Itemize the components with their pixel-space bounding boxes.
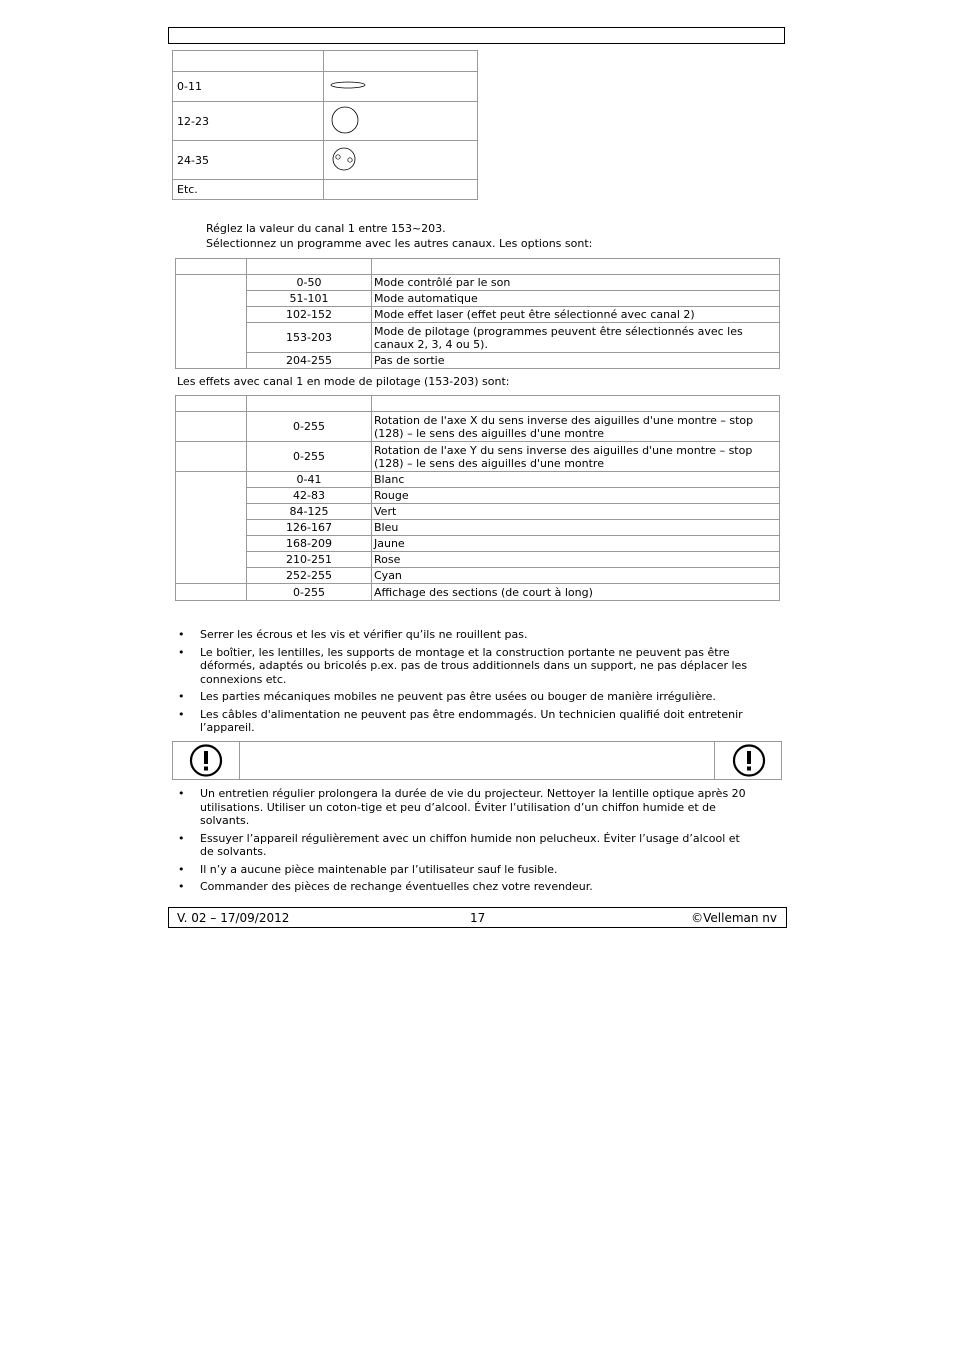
table-row [173, 51, 478, 72]
table-row [173, 141, 478, 180]
intro-line-2: Sélectionnez un programme avec les autres canaux. Les options sont: [206, 237, 593, 250]
table-row: 252-255 Cyan [176, 568, 780, 584]
list-item: • Essuyer l’appareil régulièrement avec un chiffon humide non pelucheux. Éviter l’usage d’alcool et de solvants. [176, 832, 751, 859]
pattern-value: 0-11 [173, 72, 324, 102]
table-row: 126-167 Bleu [176, 520, 780, 536]
table-row: 0-50 Mode contrôlé par le son [176, 275, 780, 291]
list-item: • Les parties mécaniques mobiles ne peuvent pas être usées ou bouger de manière irrégulière. [176, 690, 751, 704]
table-row: 0-41 Blanc [176, 472, 780, 488]
pattern-value: 24-35 [173, 141, 324, 180]
table-row: 168-209 Jaune [176, 536, 780, 552]
table-row: 0-255 Rotation de l'axe Y du sens inverse des aiguilles d'une montre – stop (128) – le sens des aiguilles d'une montre [176, 442, 780, 472]
pattern-value: Etc. [173, 180, 324, 200]
warning-exclamation-icon [173, 742, 239, 779]
page-number: 17 [470, 911, 486, 925]
warning-exclamation-icon [715, 742, 781, 779]
table-row [173, 102, 478, 141]
warning-box [172, 741, 782, 780]
table-row: 84-125 Vert [176, 504, 780, 520]
list-item: • Serrer les écrous et les vis et vérifier qu’ils ne rouillent pas. [176, 628, 751, 642]
table-row [173, 180, 478, 200]
effects-table [175, 395, 780, 601]
intro-line-1: Réglez la valeur du canal 1 entre 153~203. [206, 222, 446, 235]
circle-icon [328, 104, 362, 136]
flat-ellipse-icon [328, 78, 368, 92]
cleaning-list [176, 787, 751, 898]
mode-table [175, 258, 780, 369]
list-item: • Un entretien régulier prolongera la durée de vie du projecteur. Nettoyer la lentille optique après 20 utilisations. Utiliser un coton-tige et peu d’alcool. Éviter l’utilisation d’un chiffon humide et de solvants. [176, 787, 751, 828]
footer-brand: ©Velleman nv [691, 911, 777, 925]
table-row: 210-251 Rose [176, 552, 780, 568]
effects-intro: Les effets avec canal 1 en mode de pilotage (153-203) sont: [177, 375, 510, 388]
table-row: 42-83 Rouge [176, 488, 780, 504]
table-row: 51-101 Mode automatique [176, 291, 780, 307]
page-footer [168, 907, 787, 928]
table-row: 204-255 Pas de sortie [176, 353, 780, 369]
pattern-value: 12-23 [173, 102, 324, 141]
list-item: • Le boîtier, les lentilles, les supports de montage et la construction portante ne peuvent pas être déformés, adaptés ou bricolés p.ex. pas de trous additionnels dans un support, ne pas déplacer les connexions etc. [176, 646, 751, 687]
page-header-box [168, 27, 785, 44]
footer-version: V. 02 – 17/09/2012 [177, 911, 290, 925]
table-row [176, 259, 780, 275]
table-row: 0-255 Affichage des sections (de court à long) [176, 584, 780, 601]
circle-with-dots-icon [328, 143, 362, 175]
list-item: • Il n’y a aucune pièce maintenable par l’utilisateur sauf le fusible. [176, 863, 751, 877]
maintenance-list [176, 628, 751, 739]
list-item: • Commander des pièces de rechange éventuelles chez votre revendeur. [176, 880, 751, 894]
table-row: 153-203 Mode de pilotage (programmes peuvent être sélectionnés avec les canaux 2, 3, 4 ou 5). [176, 323, 780, 353]
table-row: 0-255 Rotation de l'axe X du sens inverse des aiguilles d'une montre – stop (128) – le sens des aiguilles d'une montre [176, 412, 780, 442]
table-row: 102-152 Mode effet laser (effet peut être sélectionné avec canal 2) [176, 307, 780, 323]
table-row [173, 72, 478, 102]
list-item: • Les câbles d'alimentation ne peuvent pas être endommagés. Un technicien qualifié doit entretenir l’appareil. [176, 708, 751, 735]
pattern-table [172, 50, 478, 200]
table-row [176, 396, 780, 412]
